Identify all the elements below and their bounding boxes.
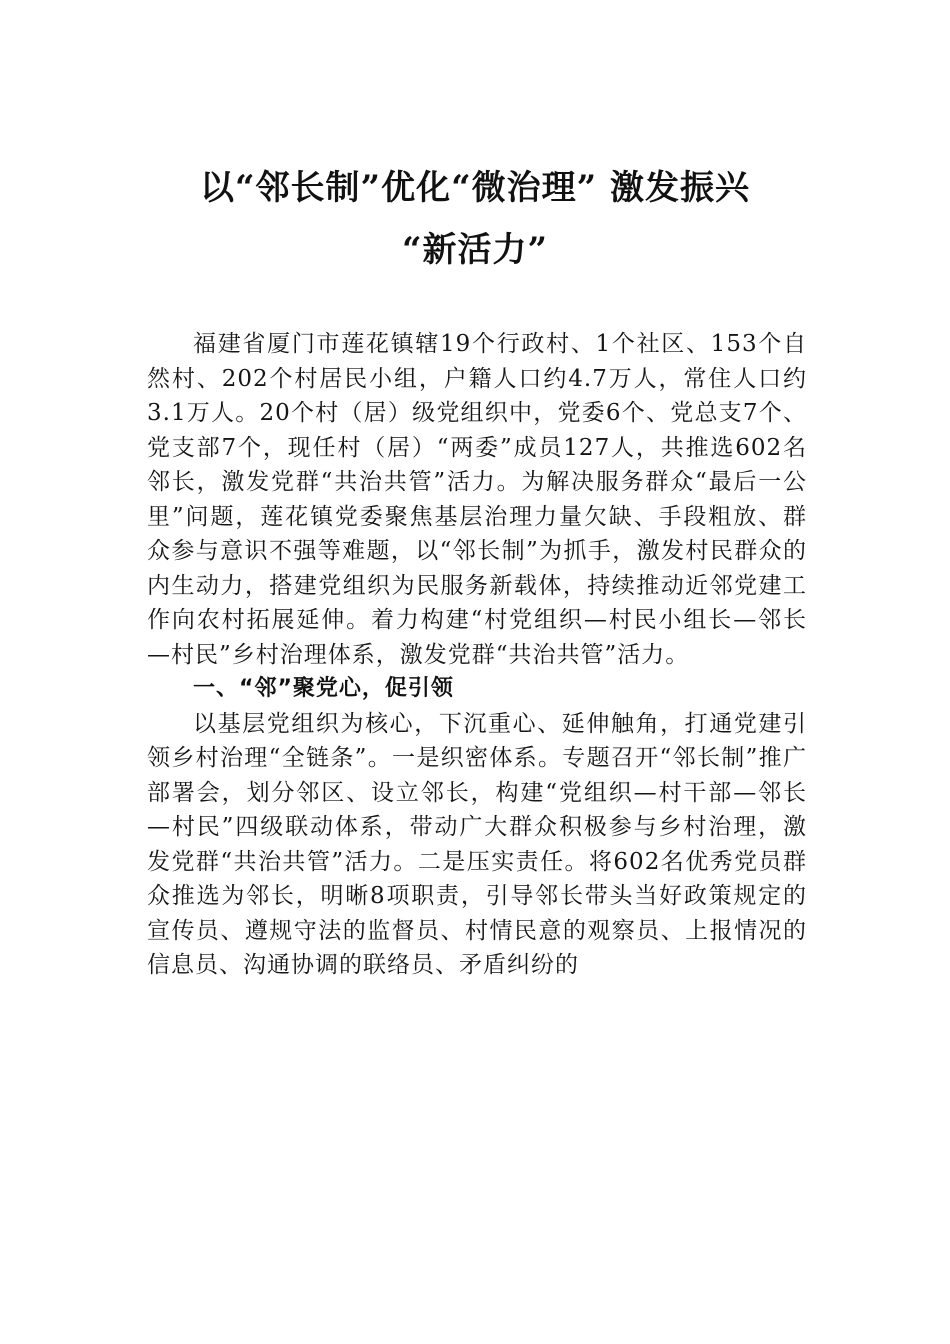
title-line-2: “新活力” xyxy=(401,230,549,270)
section-heading-1: 一、“邻”聚党心，促引领 xyxy=(193,676,454,701)
section-1-paragraph: 以基层党组织为核心，下沉重心、延伸触角，打通党建引领乡村治理“全链条”。一是织密体系。专题召开“邻长制”推广部署会，划分邻区、设立邻长，构建“党组织—村干部—邻长—村民”四级联动体系，带动广大群众积极参与乡村治理，激发党群“共治共管”活力。二是压实责任。将602名优秀党员群众推选为邻长，明晰8项职责，引导邻长带头当好政策规定的宣传员、遵规守法的监督员、村情民意的观察员、上报情况的信息员、沟通协调的联络员、矛盾纠纷的 xyxy=(147,710,807,978)
title-line-1: 以“邻长制”优化“微治理” 激发振兴 xyxy=(199,168,751,208)
document-title xyxy=(130,160,820,278)
intro-paragraph: 福建省厦门市莲花镇辖19个行政村、1个社区、153个自然村、202个村居民小组，户籍人口约4.7万人，常住人口约3.1万人。20个村（居）级党组织中，党委6个、党总支7个、党支部7个，现任村（居）“两委”成员127人，共推选602名邻长，激发党群“共治共管”活力。为解决服务群众“最后一公里”问题，莲花镇党委聚焦基层治理力量欠缺、手段粗放、群众参与意识不强等难题，以“邻长制”为抓手，激发村民群众的内生动力，搭建党组织为民服务新载体，持续推动近邻党建工作向农村拓展延伸。着力构建“村党组织—村民小组长—邻长—村民”乡村治理体系，激发党群“共治共管”活力。 xyxy=(147,331,807,668)
document-body xyxy=(147,327,807,983)
